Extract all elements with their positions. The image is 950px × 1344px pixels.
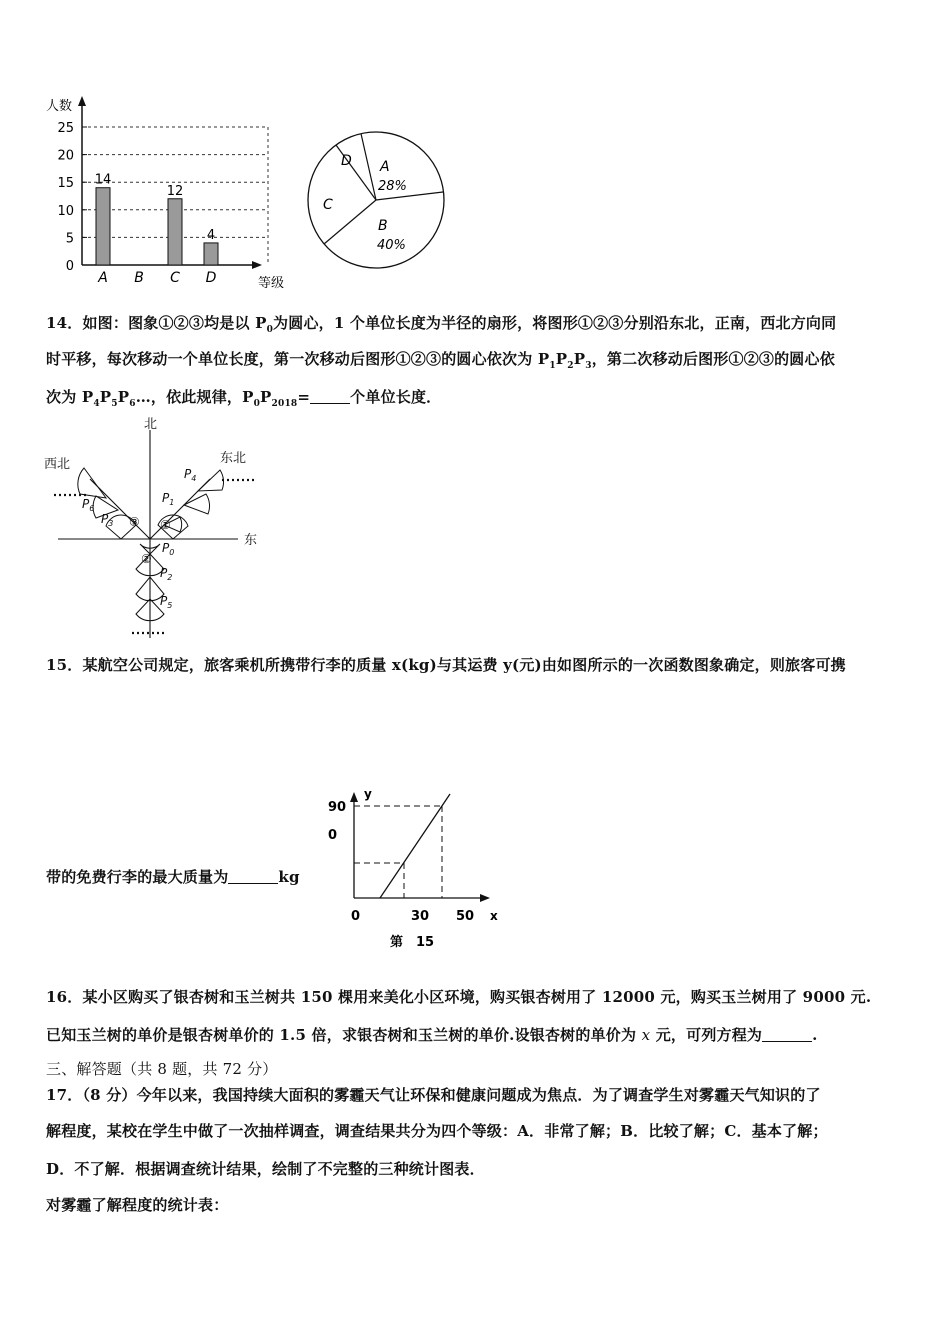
pie-slice-label-c: C	[323, 197, 333, 213]
category-label: C	[170, 270, 180, 286]
q17-line3: D．不了解．根据调查统计结果，绘制了不完整的三种统计图表．	[46, 1160, 485, 1178]
bar-data-label: 12	[166, 183, 184, 199]
graph-y-arrow	[350, 792, 358, 802]
q16-line1: 16．某小区购买了银杏树和玉兰树共 150 棵用来美化小区环境，购买银杏树用了 12000 元，购买玉兰树用了 9000 元.	[46, 988, 872, 1006]
section-heading: 三、解答题（共 8 题，共 72 分）	[46, 1060, 278, 1078]
label-p4: $P_4$	[184, 467, 197, 483]
label-p0: $P_0$	[162, 541, 175, 557]
bar-data-label: 4	[206, 227, 216, 243]
q15-line1: 15．某航空公司规定，旅客乘机所携带行李的质量 x(kg)与其运费 y(元)由如图所示的一次函数图象确定，则旅客可携	[46, 656, 846, 674]
label-circle-1: ①	[160, 518, 171, 532]
y-tick-label: 15	[57, 176, 74, 192]
graph-ytick-0: 0	[328, 828, 338, 843]
graph-xtick-30: 30	[411, 909, 430, 924]
label-northwest: 西北	[44, 457, 71, 472]
label-p5: $P_5$	[160, 594, 173, 610]
label-p2: $P_2$	[160, 566, 173, 582]
bar-chart	[40, 92, 310, 292]
y-tick-label: 10	[57, 203, 74, 219]
q14-figure	[40, 414, 270, 640]
q14-line3: 次为 $P_4P_5P_6\dots$，依此规律，$P_0P_{2018}=$ 个单位长度．	[46, 388, 442, 409]
label-north: 北	[144, 417, 158, 432]
y-tick-label: 20	[57, 148, 74, 164]
label-east: 东	[244, 533, 258, 548]
graph-xlabel: x	[490, 909, 498, 923]
category-label: A	[98, 270, 108, 286]
pie-slice-percent-a: 28%	[378, 179, 407, 194]
graph-xtick-50: 50	[456, 909, 475, 924]
bar-ylabel: 人数	[46, 99, 73, 114]
category-label: D	[205, 270, 217, 286]
label-p1: $P_1$	[162, 491, 175, 507]
bar-c	[168, 199, 182, 265]
x-axis-arrow	[252, 261, 262, 269]
pie-slice-percent-b: 40%	[377, 238, 406, 253]
bar-a	[96, 188, 110, 265]
label-circle-3: ③	[129, 515, 140, 529]
sector-p4	[184, 494, 210, 514]
pie-slice-label-d: D	[341, 153, 352, 169]
y-axis-arrow	[78, 96, 86, 106]
answer-blank[interactable]	[310, 388, 350, 404]
pie-chart	[300, 120, 460, 290]
category-label: B	[134, 270, 144, 286]
graph-ylabel: y	[364, 787, 372, 801]
sector-nw-far	[78, 468, 106, 498]
answer-blank[interactable]	[762, 1026, 812, 1042]
function-line	[380, 794, 450, 898]
q16-line2: 已知玉兰树的单价是银杏树单价的 1.5 倍，求银杏树和玉兰树的单价.设银杏树的单价为 x 元，可列方程为 .	[46, 1026, 818, 1044]
q17-line1: 17．（8 分）今年以来，我国持续大面积的雾霾天气让环保和健康问题成为焦点．为了调查学生对雾霾天气知识的了	[46, 1086, 821, 1104]
y-tick-label: 5	[65, 231, 74, 247]
graph-xtick-0: 0	[351, 909, 361, 924]
bar-xlabel: 等级	[258, 276, 285, 291]
q14-line2: 时平移，每次移动一个单位长度，第一次移动后图形①②③的圆心依次为 $P_1P_2P_3$，第二次移动后图形①②③的圆心依	[46, 350, 835, 371]
graph-x-arrow	[480, 894, 490, 902]
label-circle-2: ②	[141, 552, 152, 566]
q14-line1: 14．如图：图象①②③均是以 $P_0$为圆心，1 个单位长度为半径的扇形，将图形①②③分别沿东北，正南，西北方向同	[46, 314, 837, 335]
q15-graph	[318, 784, 518, 954]
label-northeast: 东北	[220, 451, 247, 466]
sector-ne-far	[198, 470, 224, 491]
pie-slice-label-a: A	[380, 159, 390, 175]
answer-blank[interactable]	[228, 868, 278, 884]
graph-caption: 第 15	[390, 935, 435, 950]
q17-line2: 解程度，某校在学生中做了一次抽样调查，调查结果共分为四个等级：A．非常了解；B．比较了解；C．基本了解；	[46, 1122, 828, 1140]
y-tick-label: 0	[65, 259, 74, 274]
q15-line2: 带的免费行李的最大质量为 kg	[46, 868, 300, 886]
bar-data-label: 14	[94, 172, 112, 188]
label-p6: $P_6$	[82, 497, 95, 513]
label-p3: $P_3$	[101, 512, 114, 528]
y-tick-label: 25	[57, 121, 74, 136]
q17-line4: 对雾霾了解程度的统计表：	[46, 1196, 229, 1214]
bar-d	[204, 243, 218, 265]
pie-slice-label-b: B	[378, 218, 388, 234]
graph-ytick-90: 90	[328, 800, 347, 815]
